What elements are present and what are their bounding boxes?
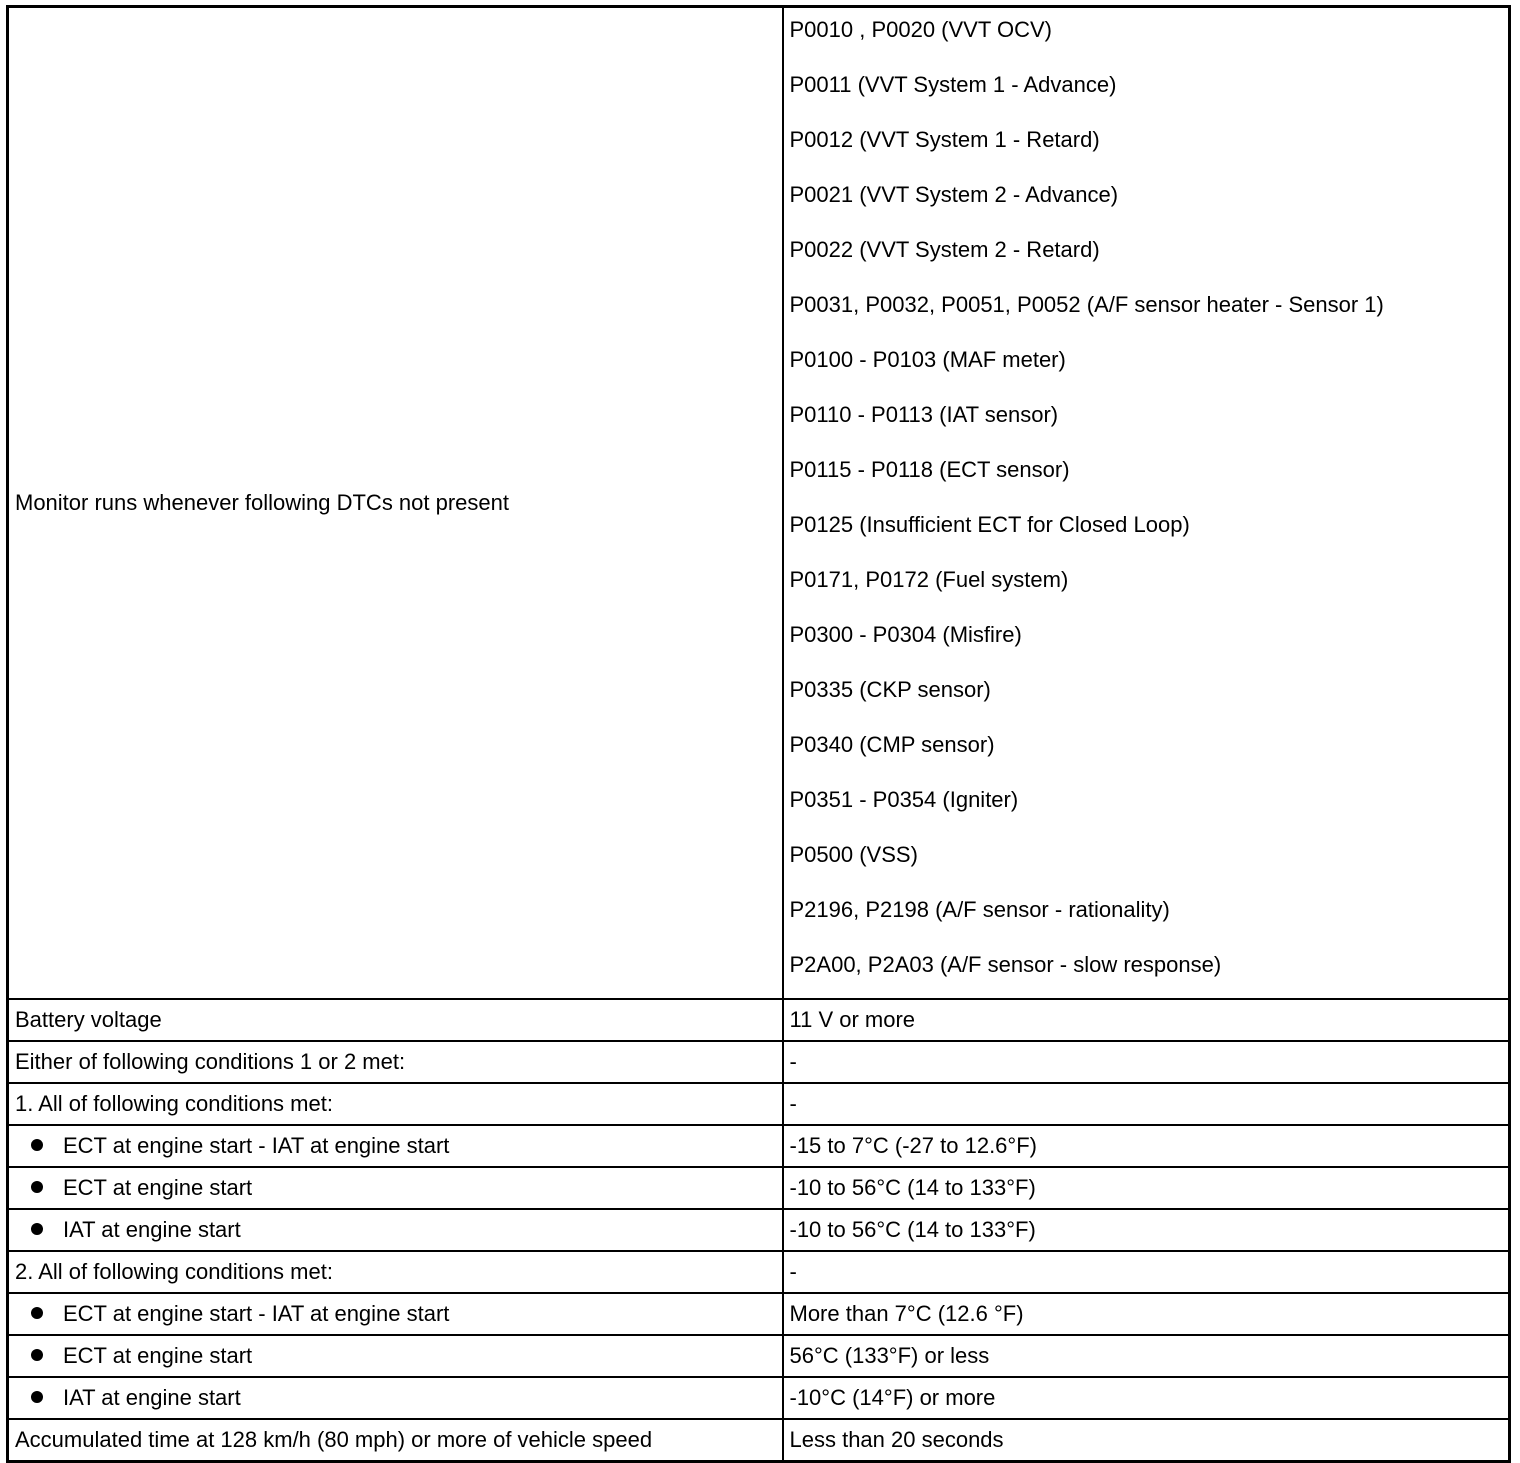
table-row bbox=[8, 1419, 1510, 1462]
condition-value: 56°C (133°F) or less bbox=[783, 1335, 1510, 1377]
dtc-item: P0022 (VVT System 2 - Retard) bbox=[789, 237, 1100, 262]
condition-label: IAT at engine start bbox=[63, 1385, 241, 1410]
condition-label-cell bbox=[8, 1083, 783, 1125]
condition-value: -10 to 56°C (14 to 133°F) bbox=[783, 1167, 1510, 1209]
condition-label: 1. All of following conditions met: bbox=[15, 1091, 333, 1116]
bullet-icon bbox=[31, 1307, 43, 1319]
condition-label-cell bbox=[8, 1335, 783, 1377]
dtc-row bbox=[8, 7, 1510, 1000]
table-row bbox=[8, 1335, 1510, 1377]
dtc-item: P0340 (CMP sensor) bbox=[789, 732, 995, 757]
condition-label: ECT at engine start - IAT at engine start bbox=[63, 1133, 450, 1158]
table-row bbox=[8, 1167, 1510, 1209]
condition-value: 11 V or more bbox=[783, 999, 1510, 1041]
condition-value: - bbox=[783, 1251, 1510, 1293]
dtc-item: P0011 (VVT System 1 - Advance) bbox=[789, 72, 1117, 97]
dtc-item: P0021 (VVT System 2 - Advance) bbox=[789, 182, 1119, 207]
condition-value: -10°C (14°F) or more bbox=[783, 1377, 1510, 1419]
dtc-item: P0500 (VSS) bbox=[789, 842, 918, 867]
condition-label-cell bbox=[8, 1419, 783, 1462]
bullet-icon bbox=[31, 1391, 43, 1403]
condition-value: More than 7°C (12.6 °F) bbox=[783, 1293, 1510, 1335]
condition-value: -15 to 7°C (-27 to 12.6°F) bbox=[783, 1125, 1510, 1167]
dtc-item: P0115 - P0118 (ECT sensor) bbox=[789, 457, 1070, 482]
condition-label-cell bbox=[8, 1167, 783, 1209]
dtc-item: P0125 (Insufficient ECT for Closed Loop) bbox=[789, 512, 1190, 537]
condition-label-cell bbox=[8, 999, 783, 1041]
dtc-item: P0012 (VVT System 1 - Retard) bbox=[789, 127, 1100, 152]
dtc-item: P0335 (CKP sensor) bbox=[789, 677, 991, 702]
dtc-item: P2196, P2198 (A/F sensor - rationality) bbox=[789, 897, 1170, 922]
dtc-item: P0300 - P0304 (Misfire) bbox=[789, 622, 1022, 647]
condition-value: - bbox=[783, 1083, 1510, 1125]
condition-label: ECT at engine start bbox=[63, 1175, 253, 1200]
condition-label: 2. All of following conditions met: bbox=[15, 1259, 333, 1284]
dtc-item: P0351 - P0354 (Igniter) bbox=[789, 787, 1019, 812]
condition-label-cell bbox=[8, 1209, 783, 1251]
dtc-list bbox=[790, 8, 1503, 998]
condition-value: -10 to 56°C (14 to 133°F) bbox=[783, 1209, 1510, 1251]
conditions-table bbox=[6, 5, 1511, 1463]
table-row bbox=[8, 1083, 1510, 1125]
condition-label-cell bbox=[8, 1377, 783, 1419]
dtc-item: P2A00, P2A03 (A/F sensor - slow response) bbox=[789, 952, 1222, 977]
condition-label-cell bbox=[8, 1041, 783, 1083]
table-row bbox=[8, 1377, 1510, 1419]
table-row bbox=[8, 1251, 1510, 1293]
table-row bbox=[8, 1293, 1510, 1335]
condition-value: Less than 20 seconds bbox=[783, 1419, 1510, 1462]
table-row bbox=[8, 1041, 1510, 1083]
condition-value: - bbox=[783, 1041, 1510, 1083]
condition-label: ECT at engine start bbox=[63, 1343, 253, 1368]
bullet-icon bbox=[31, 1139, 43, 1151]
condition-label: Accumulated time at 128 km/h (80 mph) or more of vehicle speed bbox=[15, 1427, 653, 1452]
conditions-table-body bbox=[8, 7, 1510, 1462]
dtc-item: P0171, P0172 (Fuel system) bbox=[789, 567, 1069, 592]
dtc-item: P0100 - P0103 (MAF meter) bbox=[789, 347, 1066, 372]
dtc-row-label: Monitor runs whenever following DTCs not present bbox=[8, 7, 783, 1000]
condition-label-cell bbox=[8, 1251, 783, 1293]
condition-label: ECT at engine start - IAT at engine start bbox=[63, 1301, 450, 1326]
bullet-icon bbox=[31, 1181, 43, 1193]
table-row bbox=[8, 999, 1510, 1041]
condition-label-cell bbox=[8, 1293, 783, 1335]
dtc-item: P0110 - P0113 (IAT sensor) bbox=[789, 402, 1059, 427]
condition-label-cell bbox=[8, 1125, 783, 1167]
condition-label: Either of following conditions 1 or 2 met: bbox=[15, 1049, 406, 1074]
condition-label: IAT at engine start bbox=[63, 1217, 241, 1242]
dtc-list-cell bbox=[783, 7, 1510, 1000]
table-row bbox=[8, 1125, 1510, 1167]
condition-label: Battery voltage bbox=[15, 1007, 162, 1032]
dtc-item: P0010 , P0020 (VVT OCV) bbox=[789, 17, 1053, 42]
bullet-icon bbox=[31, 1349, 43, 1361]
bullet-icon bbox=[31, 1223, 43, 1235]
table-row bbox=[8, 1209, 1510, 1251]
dtc-item: P0031, P0032, P0051, P0052 (A/F sensor heater - Sensor 1) bbox=[789, 292, 1384, 317]
